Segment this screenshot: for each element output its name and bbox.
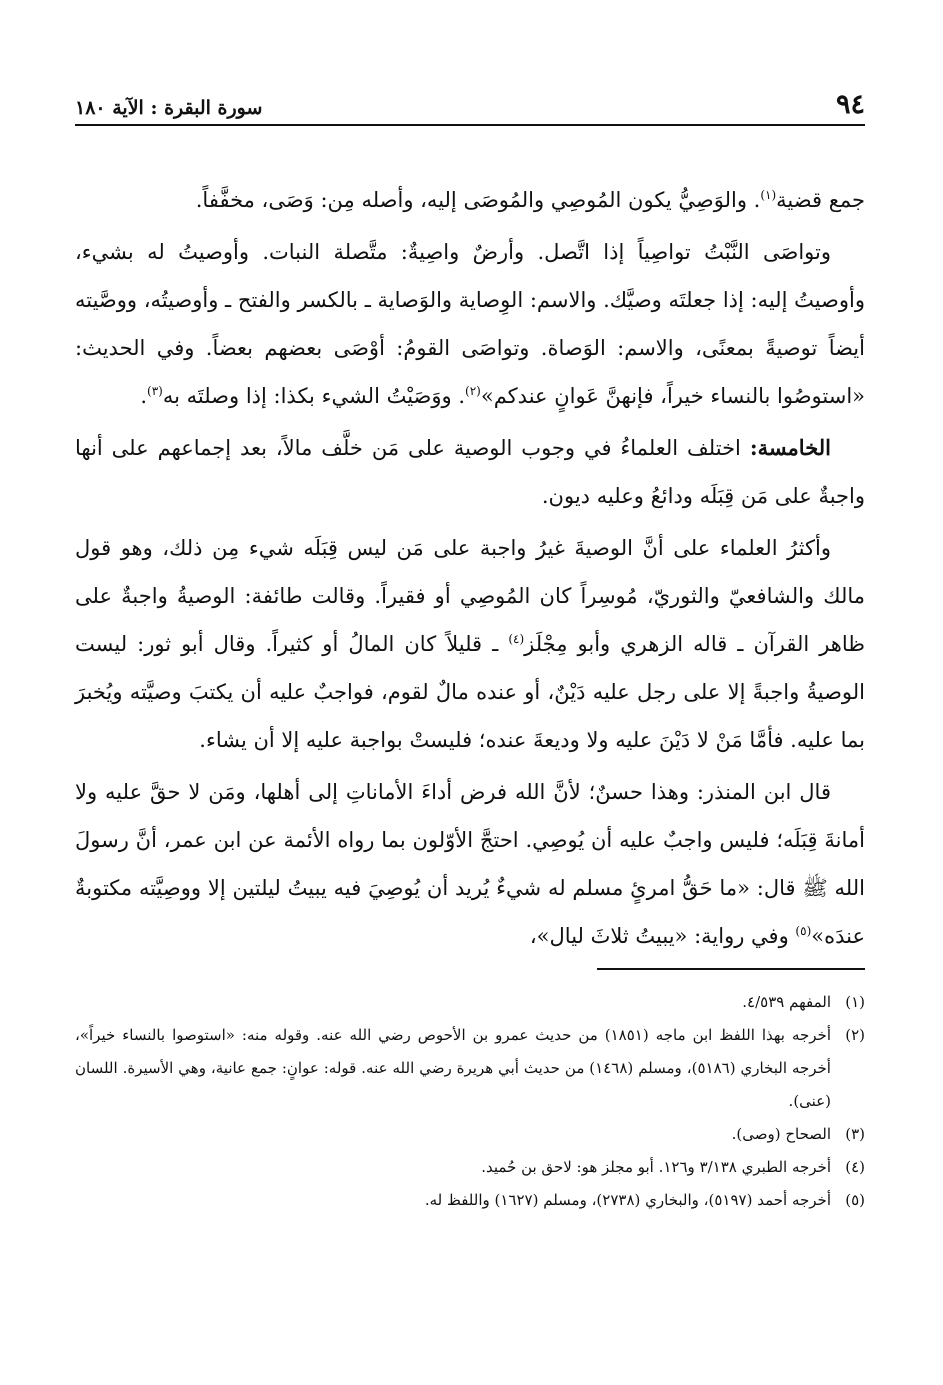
paragraph: جمع قضية$^{(١)}$. والوَصِيُّ يكون المُوصِي والمُوصَى إليه، وأصله مِن: وَصَى، مخفَّفاً. <box>195 188 865 212</box>
section-lead: الخامسة: <box>749 435 831 460</box>
footnote <box>75 1184 865 1217</box>
footnote-number: (٤) <box>845 1158 865 1176</box>
footnote-text: أخرجه أحمد (٥١٩٧)، والبخاري (٢٧٣٨)، ومسلم (١٦٢٧) واللفظ له. <box>424 1191 831 1209</box>
footnote-number: (٢) <box>845 1026 865 1044</box>
footnote-ref[interactable]: (٢) <box>465 384 481 398</box>
footnote <box>75 1019 865 1118</box>
footnote-ref[interactable]: (١) <box>760 188 777 202</box>
paragraph: وأكثرُ العلماء على أنَّ الوصيةَ غيرُ واجبة على مَن ليس قِبَلَه شيء مِن ذلك، وهو قول مالك والشافعيّ والثوريّ، مُوسِراً كان المُوصِي أو فقيراً. وقالت طائفة: الوصيةُ واجبةٌ على ظاهر القرآن ـ قاله الزهري وأبو مِجْلَز$^{(٤)}$ ـ قليلاً كان المالُ أو كثيراً. وقال أبو ثور: ليست الوصيةُ واجبةً إلا على رجل عليه دَيْنٌ، أو عنده مالٌ لقوم، فواجبٌ عليه أن يكتبَ وصيَّته ويُخبرَ بما عليه. فأمَّا مَنْ لا دَيْنَ عليه ولا وديعةَ عنده؛ فليستْ بواجبة عليه إلا أن يشاء. <box>75 536 865 752</box>
footnote <box>75 1118 865 1151</box>
footnote-separator <box>597 968 865 970</box>
paragraph: قال ابن المنذر: وهذا حسنٌ؛ لأنَّ الله فرض أداءَ الأماناتِ إلى أهلها، ومَن لا حقَّ عليه ولا أمانةَ قِبَلَه؛ فليس واجبٌ عليه أن يُوصِي. احتجَّ الأوّلون بما رواه الأئمة عن ابن عمر، أنَّ رسولَ الله ﷺ قال: «ما حَقُّ امرئٍ مسلم له شيءٌ يُريد أن يُوصِيَ فيه يبيتُ ليلتين إلا ووصِيَّته مكتوبةٌ عندَه»$^{(٥)}$ وفي رواية: «يبيتُ ثلاثَ ليال»، <box>75 780 865 948</box>
footnote-ref[interactable]: (٤) <box>508 632 525 646</box>
footnote-text: الصحاح (وصى). <box>731 1125 831 1143</box>
footnote <box>75 1151 865 1184</box>
footnote-number: (١) <box>845 993 865 1011</box>
footnote-text: أخرجه بهذا اللفظ ابن ماجه (١٨٥١) من حديث عمرو بن الأحوص رضي الله عنه. وقوله منه: «استوصوا بالنساء خيراً»، أخرجه البخاري (٥١٨٦)، ومسلم (١٤٦٨) من حديث أبي هريرة رضي الله عنه. قوله: عوانٍ: جمع عانية، وهي الأسيرة. اللسان (عنى). <box>75 1026 831 1110</box>
book-page <box>75 82 865 1352</box>
page-number: ٩٤ <box>835 89 865 120</box>
footnote-text: أخرجه الطبري ٣/١٣٨ و١٢٦. أبو مجلز هو: لاحق بن حُميد. <box>481 1158 831 1176</box>
footnote-ref[interactable]: (٥) <box>795 924 812 938</box>
footnote-text: المفهم ٤/٥٣٩. <box>742 993 831 1011</box>
paragraph: وتواصَى النَّبْتُ تواصِياً إذا اتَّصل. وأرضٌ واصِيةٌ: متَّصلة النبات. وأوصيتُ له بشيء، وأوصيتُ إليه: إذا جعلتَه وصيَّك. والاسم: الوِصاية والوَصاية ـ بالكسر والفتح ـ وأوصيتُه، ووصَّيته أيضاً توصيةً بمعنًى، والاسم: الوَصاة. وتواصَى القومُ: أوْصَى بعضهم بعضاً. وفي الحديث: «استوصُوا بالنساء خيراً، فإنهنَّ عَوانٍ عندكم»$^{(٢)}$. ووَصَيْتُ الشيء بكذا: إذا وصلتَه به$^{(٣)}$. <box>75 240 865 408</box>
page-header <box>75 82 865 126</box>
footnote <box>75 986 865 1019</box>
paragraph: الخامسة: اختلف العلماءُ في وجوب الوصية على مَن خلَّف مالاً، بعد إجماعهم على أنها واجبةٌ على مَن قِبَلَه ودائعُ وعليه ديون. <box>75 435 865 508</box>
footnote-ref[interactable]: (٣) <box>147 384 163 398</box>
main-text <box>75 176 865 960</box>
footnotes <box>75 986 865 1217</box>
footnote-number: (٣) <box>845 1125 865 1143</box>
running-title: سورة البقرة : الآية ١٨٠ <box>75 97 263 119</box>
footnote-number: (٥) <box>845 1191 865 1209</box>
